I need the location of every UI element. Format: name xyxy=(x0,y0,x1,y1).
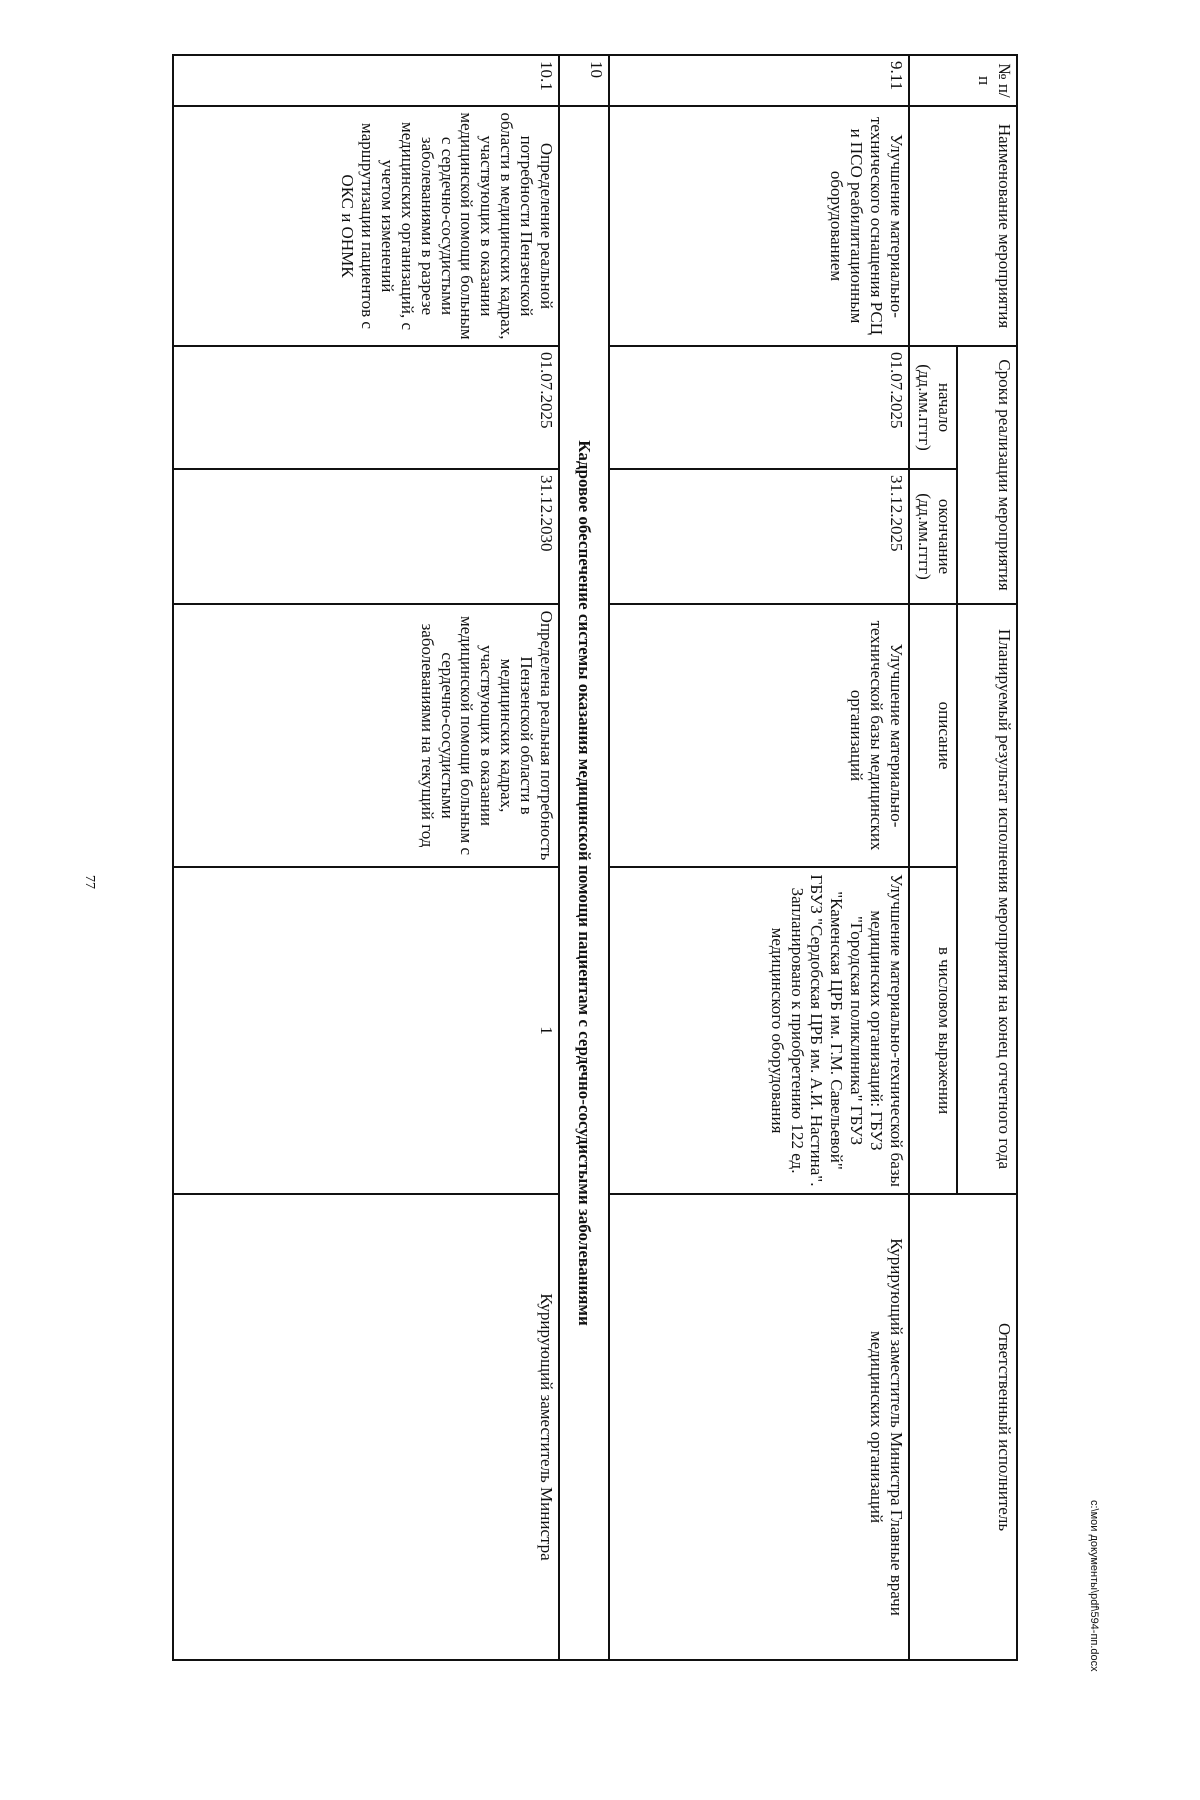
row-9-11-name: Улучшение материально-технического оснащения РСЦ и ПСО реабилитационным оборудованием xyxy=(609,106,909,346)
page-number: 77 xyxy=(82,875,97,889)
row-9-11-end: 31.12.2025 xyxy=(609,469,909,604)
table-row-10-1 xyxy=(173,55,559,1660)
row-10-1-numeric: 1 xyxy=(173,867,559,1194)
row-10-1-description: Определена реальная потребность Пензенской области в медицинских кадрах, участвующих в оказании медицинской помощи больным с сердечно-сосудистыми заболеваниями на текущий год xyxy=(173,604,559,867)
header-num: № п/п xyxy=(909,55,1017,106)
header-description: описание xyxy=(909,604,957,867)
row-10-1-name: Определение реальной потребности Пензенской области в медицинских кадрах, участвующих в оказании медицинской помощи больным с сердечно-сосудистыми заболеваниями в разрезе медицинских организаций, с учетом изменений маршрутизации пациентов с ОКС и ОНМК xyxy=(173,106,559,346)
footer-file-path: c:\мои документы\pdf\594-пп.docx xyxy=(1088,1500,1100,1672)
section-10-num: 10 xyxy=(559,55,609,106)
header-name: Наименование мероприятия xyxy=(909,106,1017,346)
row-10-1-num: 10.1 xyxy=(173,55,559,106)
table-row-9-11 xyxy=(609,55,909,1660)
row-9-11-description: Улучшение материально-технической базы медицинских организаций xyxy=(609,604,909,867)
row-9-11-num: 9.11 xyxy=(609,55,909,106)
header-dates: Сроки реализации мероприятия xyxy=(957,346,1017,604)
row-10-1-end: 31.12.2030 xyxy=(173,469,559,604)
section-10-title: Кадровое обеспечение системы оказания медицинской помощи пациентам с сердечно-сосудистыми заболеваниями xyxy=(559,106,609,1660)
header-result: Планируемый результат исполнения мероприятия на конец отчетного года xyxy=(957,604,1017,1194)
row-9-11-numeric: Улучшение материально-технической базы медицинских организаций: ГБУЗ "Городская поликлиника" ГБУЗ "Каменская ЦРБ им. Г.М. Савельевой" ГБУЗ "Сердобская ЦРБ им. А.И. Настина". Запланировано к приобретению 122 ед. медицинского оборудования xyxy=(609,867,909,1194)
measures-table-rotated xyxy=(174,54,1018,1659)
header-numeric: в числовом выражении xyxy=(909,867,957,1194)
measures-table xyxy=(172,54,1018,1661)
header-start: начало (дд.мм.гггг) xyxy=(909,346,957,469)
header-end: окончание (дд.мм.гггг) xyxy=(909,469,957,604)
row-9-11-start: 01.07.2025 xyxy=(609,346,909,469)
row-9-11-responsible: Курирующий заместитель Министра Главные врачи медицинских организаций xyxy=(609,1194,909,1660)
row-10-1-responsible: Курирующий заместитель Министра xyxy=(173,1194,559,1660)
row-10-1-start: 01.07.2025 xyxy=(173,346,559,469)
section-row-10 xyxy=(559,55,609,1660)
header-responsible: Ответственный исполнитель xyxy=(909,1194,1017,1660)
